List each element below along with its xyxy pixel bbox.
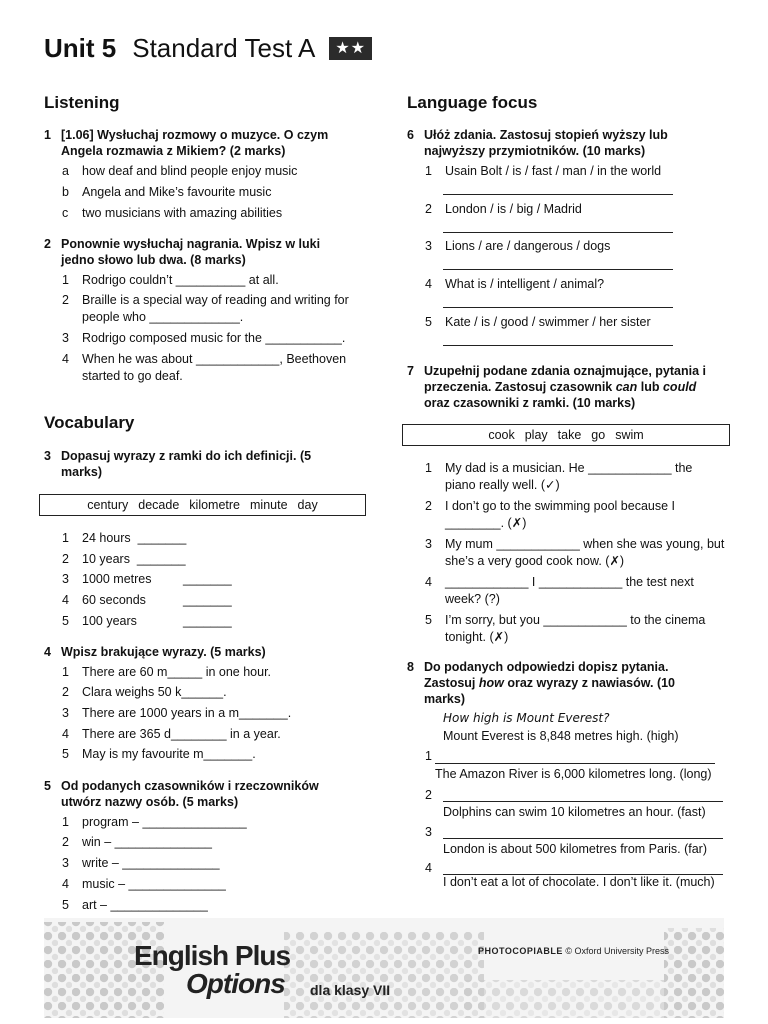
question-number: 3 bbox=[44, 449, 51, 463]
answer-prompt: I don’t eat a lot of chocolate. I don’t like it. (much) bbox=[443, 875, 715, 889]
list-item: 4 60 seconds bbox=[62, 593, 146, 607]
option-b: b Angela and Mike’s favourite music bbox=[62, 185, 272, 199]
list-item: 4 What is / intelligent / animal? bbox=[425, 277, 605, 291]
word-box: century decade kilometre minute day bbox=[39, 494, 366, 516]
list-item: 3 1000 metres bbox=[62, 572, 152, 586]
option-c: c two musicians with amazing abilities bbox=[62, 206, 283, 220]
list-item: 5 May is my favourite m_______. bbox=[62, 747, 256, 761]
list-item: 3 Lions / are / dangerous / dogs bbox=[425, 239, 611, 253]
list-item: 1 24 hours _______ bbox=[62, 531, 187, 545]
question-number: 4 bbox=[44, 645, 51, 659]
blank-line: _______ bbox=[183, 572, 232, 586]
question-text: Ułóż zdania. Zastosuj stopień wyższy lub najwyższy przymiotników. (10 marks) bbox=[424, 128, 668, 158]
difficulty-stars: ★★ bbox=[329, 37, 372, 60]
test-title: Standard Test A bbox=[132, 33, 316, 63]
blank-line: _______ bbox=[183, 614, 232, 628]
question-number: 2 bbox=[44, 237, 51, 251]
list-item: 2 Braille is a special way of reading and writing for people who _____________. bbox=[62, 293, 349, 324]
question-3 bbox=[44, 448, 344, 480]
section-heading-language-focus: Language focus bbox=[407, 93, 538, 112]
list-item: 5 I’m sorry, but you ____________ to the cinema tonight. (✗) bbox=[425, 613, 706, 644]
answer-line bbox=[443, 307, 673, 308]
logo-grade: dla klasy VII bbox=[310, 982, 391, 998]
list-item: 5 Kate / is / good / swimmer / her sister bbox=[425, 315, 651, 329]
option-a: a how deaf and blind people enjoy music bbox=[62, 164, 298, 178]
copyright-notice: PHOTOCOPIABLE © Oxford University Press bbox=[478, 946, 670, 956]
question-text: Ponownie wysłuchaj nagrania. Wpisz w luki jedno słowo lub dwa. (8 marks) bbox=[61, 237, 321, 267]
list-item: 4 When he was about ____________, Beethoven started to go deaf. bbox=[62, 352, 347, 383]
list-item: 1 My dad is a musician. He ____________ the piano really well. (✓) bbox=[425, 461, 693, 492]
item-number: 4 bbox=[425, 861, 432, 875]
answer-line bbox=[443, 269, 673, 270]
list-item: 2 Clara weighs 50 k______. bbox=[62, 685, 227, 699]
example-answer: Mount Everest is 8,848 metres high. (high) bbox=[443, 729, 679, 743]
list-item: 2 10 years _______ bbox=[62, 552, 186, 566]
list-item: 1 There are 60 m_____ in one hour. bbox=[62, 665, 272, 679]
list-item: 2 London / is / big / Madrid bbox=[425, 202, 582, 216]
list-item: 4 music – ______________ bbox=[62, 877, 226, 891]
list-item: 1 Usain Bolt / is / fast / man / in the world bbox=[425, 164, 662, 178]
logo-english-plus: English Plus bbox=[134, 940, 291, 971]
list-item: 3 There are 1000 years in a m_______. bbox=[62, 706, 292, 720]
question-2 bbox=[44, 236, 344, 268]
item-number: 2 bbox=[425, 788, 432, 802]
list-item: 2 I don’t go to the swimming pool because I ________. (✗) bbox=[425, 499, 675, 530]
answer-line bbox=[443, 838, 723, 839]
question-text: [1.06] Wysłuchaj rozmowy o muzyce. O czym Angela rozmawia z Mikiem? (2 marks) bbox=[61, 128, 329, 158]
list-item: 3 My mum ____________ when she was young, but she’s a very good cook now. (✗) bbox=[425, 537, 725, 568]
example-question: How high is Mount Everest? bbox=[443, 711, 610, 725]
list-item: 4 There are 365 d________ in a year. bbox=[62, 727, 281, 741]
question-8 bbox=[407, 659, 707, 707]
question-text: Wpisz brakujące wyrazy. (5 marks) bbox=[61, 645, 266, 659]
answer-line bbox=[435, 763, 715, 764]
question-text: Do podanych odpowiedzi dopisz pytania. Zastosuj how oraz wyrazy z nawiasów. (10 marks) bbox=[424, 660, 676, 706]
page-title bbox=[44, 33, 372, 64]
unit-label: Unit 5 bbox=[44, 33, 117, 63]
list-item: 3 Rodrigo composed music for the ___________. bbox=[62, 331, 346, 345]
question-6 bbox=[407, 127, 707, 159]
question-number: 8 bbox=[407, 660, 414, 674]
question-5 bbox=[44, 778, 344, 810]
answer-line bbox=[443, 801, 723, 802]
question-text: Dopasuj wyrazy z ramki do ich definicji. (5 marks) bbox=[61, 449, 312, 479]
list-item: 1 program – _______________ bbox=[62, 815, 247, 829]
question-text: Od podanych czasowników i rzeczowników utwórz nazwy osób. (5 marks) bbox=[61, 779, 319, 809]
list-item: 3 write – ______________ bbox=[62, 856, 220, 870]
answer-prompt: London is about 500 kilometres from Paris. (far) bbox=[443, 842, 708, 856]
answer-line bbox=[443, 194, 673, 195]
list-item: 1 Rodrigo couldn’t __________ at all. bbox=[62, 273, 279, 287]
question-number: 5 bbox=[44, 779, 51, 793]
item-number: 3 bbox=[425, 825, 432, 839]
question-text: Uzupełnij podane zdania oznajmujące, pytania i przeczenia. Zastosuj czasownik can lub could oraz czasowniki z ramki. (10 marks) bbox=[424, 364, 706, 410]
section-heading-listening: Listening bbox=[44, 93, 120, 112]
answer-prompt: The Amazon River is 6,000 kilometres long. (long) bbox=[435, 767, 712, 781]
question-number: 6 bbox=[407, 128, 414, 142]
list-item: 5 art – ______________ bbox=[62, 898, 208, 912]
question-number: 1 bbox=[44, 128, 51, 142]
logo-options: Options bbox=[186, 968, 285, 999]
question-1 bbox=[44, 127, 344, 159]
word-box: cook play take go swim bbox=[402, 424, 730, 446]
list-item: 5 100 years bbox=[62, 614, 137, 628]
item-number: 1 bbox=[425, 749, 432, 763]
list-item: 2 win – ______________ bbox=[62, 835, 212, 849]
section-heading-vocabulary: Vocabulary bbox=[44, 413, 135, 432]
question-number: 7 bbox=[407, 364, 414, 378]
answer-line bbox=[443, 345, 673, 346]
question-7 bbox=[407, 363, 722, 411]
answer-line bbox=[443, 232, 673, 233]
question-4 bbox=[44, 644, 344, 660]
blank-line: _______ bbox=[183, 593, 232, 607]
answer-prompt: Dolphins can swim 10 kilometres an hour. (fast) bbox=[443, 805, 706, 819]
list-item: 4 ____________ I ____________ the test next week? (?) bbox=[425, 575, 694, 606]
